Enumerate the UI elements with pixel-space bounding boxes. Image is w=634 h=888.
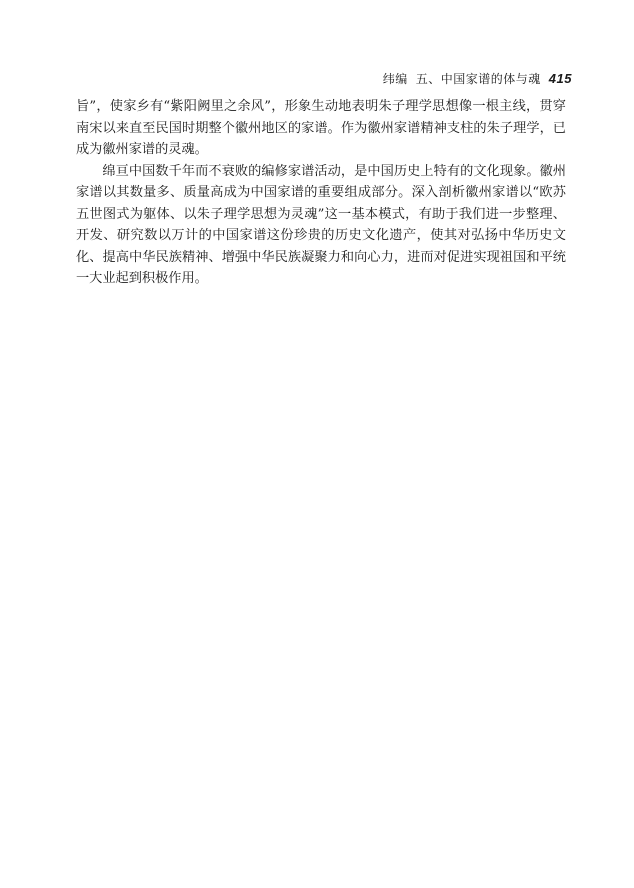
running-head-section: 纬编: [382, 72, 408, 86]
running-head-chapter: 五、中国家谱的体与魂: [415, 72, 541, 86]
body-text: [76, 96, 566, 290]
page-number: 415: [548, 71, 572, 86]
running-head: [383, 70, 572, 87]
paragraph: 绵亘中国数千年而不衰败的编修家谱活动，是中国历史上特有的文化现象。徽州家谱以其数量多、质量高成为中国家谱的重要组成部分。深入剖析徽州家谱以“欧苏五世图式为躯体、以朱子理学思想为灵魂”这一基本模式，有助于我们进一步整理、开发、研究数以万计的中国家谱这份珍贵的历史文化遗产，使其对弘扬中华历史文化、提高中华民族精神、增强中华民族凝聚力和向心力，进而对促进实现祖国和平统一大业起到积极作用。: [76, 163, 566, 286]
paragraph-continuation: 旨”，使家乡有“紫阳阙里之余风”，形象生动地表明朱子理学思想像一根主线，贯穿南宋以来直至民国时期整个徽州地区的家谱。作为徽州家谱精神支柱的朱子理学，已成为徽州家谱的灵魂。: [76, 99, 566, 157]
